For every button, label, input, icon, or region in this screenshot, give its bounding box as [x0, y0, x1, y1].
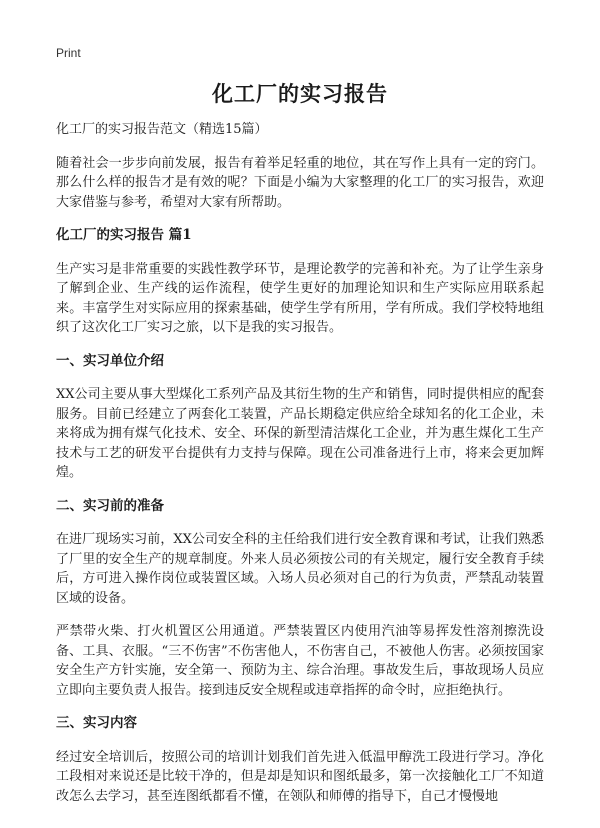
intro-paragraph: 随着社会一步步向前发展，报告有着举足轻重的地位，其在写作上具有一定的窍门。那么什么样的报告才是有效的呢？下面是小编为大家整理的化工厂的实习报告，欢迎大家借鉴与参考，希望对大家有所帮助。: [56, 155, 544, 210]
heading-content: 三、实习内容: [56, 715, 137, 731]
subtitle: 化工厂的实习报告范文（精选15篇）: [56, 122, 268, 137]
print-link[interactable]: Print: [56, 46, 81, 60]
section-heading: 化工厂的实习报告 篇1: [56, 227, 192, 243]
heading-company-intro: 一、实习单位介绍: [56, 352, 164, 369]
page-title: 化工厂的实习报告: [212, 81, 388, 106]
paragraph-practice: 生产实习是非常重要的实践性教学环节，是理论教学的完善和补充。为了让学生亲身了解到企业、生产线的运作流程，使学生更好的加理论知识和生产实际应用联系起来。丰富学生对实际应用的探索基础，使学生学有所用，学有所成。我们学校特地组织了这次化工厂实习之旅，以下是我的实习报告。: [56, 261, 544, 335]
paragraph-company: XX公司主要从事大型煤化工系列产品及其衍生物的生产和销售，同时提供相应的配套服务。目前已经建立了两套化工装置，产品长期稳定供应给全球知名的化工企业，未来将成为拥有煤气化技术、安全、环保的新型清洁煤化工企业，并为惠生煤化工生产技术与工艺的研发平台提供有力支持与保障。现在公司准备进行上市，将来会更加辉煌。: [56, 387, 544, 480]
heading-preparation: 二、实习前的准备: [56, 497, 164, 514]
article-body: [56, 120, 544, 820]
paragraph-safety-rules: 严禁带火柴、打火机置区公用通道。严禁装置区内使用汽油等易挥发性溶剂擦洗设备、工具、衣服。“三不伤害”不伤害他人，不伤害自己，不被他人伤害。必须按国家安全生产方针实施，安全第一、预防为主、综合治理。事故发生后，事故现场人员应立即向主要负责人报告。接到违反安全规程或违章指挥的命令时，应拒绝执行。: [56, 624, 544, 698]
paragraph-content: 经过安全培训后，按照公司的培训计划我们首先进入低温甲醇洗工段进行学习。净化工段相对来说还是比较干净的，但是却是知识和图纸最多，第一次接触化工厂不知道改怎么去学习，甚至连图纸都看不懂，在领队和师傅的指导下，自己才慢慢地: [56, 749, 544, 804]
paragraph-preparation: 在进厂现场实习前，XX公司安全科的主任给我们进行安全教育课和考试，让我们熟悉了厂里的安全生产的规章制度。外来人员必须按公司的有关规定，履行安全教育手续后，方可进入操作岗位或装置区域。入场人员必须对自己的行为负责，严禁乱动装置区域的设备。: [56, 532, 544, 606]
